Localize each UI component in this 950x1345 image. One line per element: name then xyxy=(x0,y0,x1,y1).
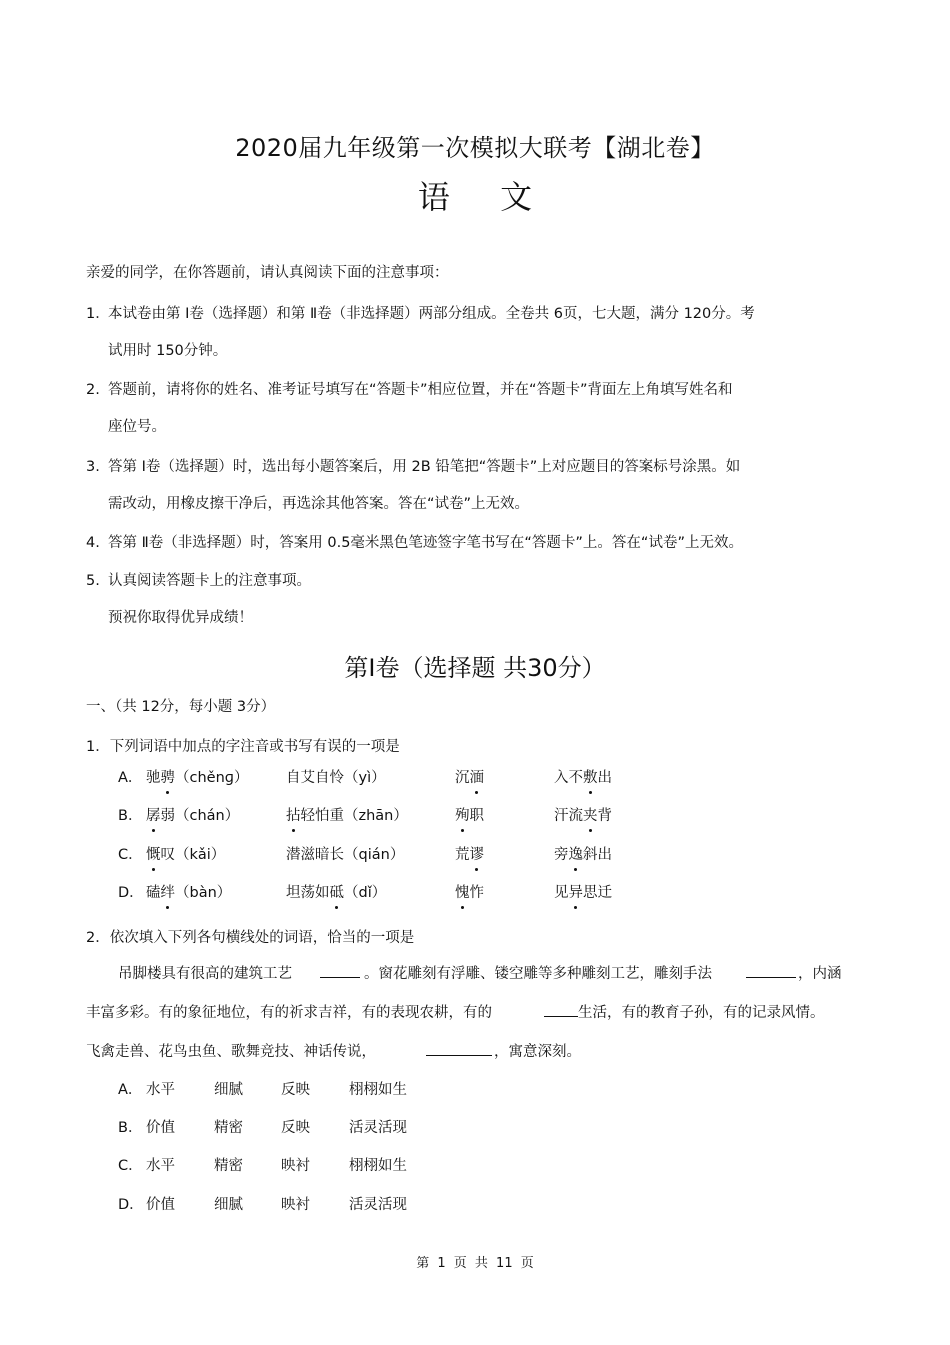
option-label: B． xyxy=(118,808,143,824)
q2-passage-line-3: 飞禽走兽、花鸟虫鱼、歌舞竞技、神话传说， ，寓意深刻。 xyxy=(86,1041,581,1062)
notice-text: 答第 Ⅱ卷（非选择题）时，答案用 0.5毫米黑色笔迹签字笔书写在“答题卡”上。答在“试卷”上无效。 xyxy=(108,535,743,551)
choice-2: 精密 xyxy=(214,1158,243,1174)
q2-option-b xyxy=(118,1118,438,1140)
word-4: 汗流夹背 xyxy=(554,808,612,824)
notice-5 xyxy=(86,571,311,591)
notice-1 xyxy=(86,304,755,324)
intro-text: 亲爱的同学，在你答题前，请认真阅读下面的注意事项： xyxy=(86,265,449,281)
option-label: A． xyxy=(118,1082,143,1098)
option-label: A． xyxy=(118,770,143,786)
choice-3: 反映 xyxy=(281,1120,310,1136)
part-one-heading: 一、（共 12分，每小题 3分） xyxy=(86,699,276,715)
q2-option-d xyxy=(118,1195,438,1217)
answer-blank xyxy=(426,1041,492,1056)
word-1: 驰骋（chěnɡ） xyxy=(146,770,249,786)
word-1: 慨叹（kǎi） xyxy=(146,847,226,863)
choice-2: 细腻 xyxy=(214,1082,243,1098)
q1-option-c xyxy=(118,845,678,867)
answer-blank xyxy=(320,963,360,978)
word-3: 沉湎 xyxy=(455,770,484,786)
question-1-stem: 1．下列词语中加点的字注音或书写有误的一项是 xyxy=(86,739,400,755)
word-3: 愧怍 xyxy=(455,885,484,901)
word-2: 潜滋暗长（qián） xyxy=(286,847,405,863)
choice-1: 价值 xyxy=(146,1120,175,1136)
exam-title: 2020届九年级第一次模拟大联考【湖北卷】 xyxy=(235,134,715,162)
notice-number: 3. xyxy=(86,459,100,475)
notice-3 xyxy=(86,457,740,477)
notice-2-cont: 座位号。 xyxy=(108,419,166,435)
q2-passage-line-1: 吊脚楼具有很高的建筑工艺 。窗花雕刻有浮雕、镂空雕等多种雕刻工艺，雕刻手法 ，内涵 xyxy=(118,963,842,984)
answer-blank xyxy=(544,1002,578,1017)
word-4: 旁逸斜出 xyxy=(554,847,612,863)
question-2-stem: 2．依次填入下列各句横线处的词语，恰当的一项是 xyxy=(86,930,415,946)
answer-blank xyxy=(746,963,796,978)
wish-text: 预祝你取得优异成绩！ xyxy=(108,610,253,626)
option-label: D． xyxy=(118,1197,144,1213)
choice-2: 精密 xyxy=(214,1120,243,1136)
page-footer: 第 1 页 共 11 页 xyxy=(416,1256,534,1271)
q2-option-c xyxy=(118,1156,438,1178)
word-4: 见异思迁 xyxy=(554,885,612,901)
choice-4: 活灵活现 xyxy=(349,1197,407,1213)
q1-option-a xyxy=(118,768,678,790)
notice-text: 答题前，请将你的姓名、准考证号填写在“答题卡”相应位置，并在“答题卡”背面左上角填写姓名和 xyxy=(108,382,733,398)
q1-option-b xyxy=(118,806,678,828)
choice-3: 反映 xyxy=(281,1082,310,1098)
choice-3: 映衬 xyxy=(281,1158,310,1174)
notice-number: 5. xyxy=(86,573,100,589)
q2-passage-line-2: 丰富多彩。有的象征地位，有的祈求吉祥，有的表现农耕，有的 生活，有的教育子孙，有的记录风情。 xyxy=(86,1002,825,1023)
notice-number: 4. xyxy=(86,535,100,551)
option-label: C． xyxy=(118,1158,143,1174)
choice-4: 栩栩如生 xyxy=(349,1082,407,1098)
section-title: 第Ⅰ卷（选择题 共30分） xyxy=(344,654,606,682)
notice-3-cont: 需改动，用橡皮擦干净后，再选涂其他答案。答在“试卷”上无效。 xyxy=(108,496,530,512)
choice-1: 价值 xyxy=(146,1197,175,1213)
word-1: 孱弱（chán） xyxy=(146,808,240,824)
choice-2: 细腻 xyxy=(214,1197,243,1213)
q1-option-d xyxy=(118,883,678,905)
notice-2 xyxy=(86,380,733,400)
choice-4: 活灵活现 xyxy=(349,1120,407,1136)
word-2: 拈轻怕重（zhān） xyxy=(286,808,408,824)
word-3: 荒谬 xyxy=(455,847,484,863)
notice-number: 2. xyxy=(86,382,100,398)
q2-option-a xyxy=(118,1080,438,1102)
notice-text: 答第 Ⅰ卷（选择题）时，选出每小题答案后，用 2B 铅笔把“答题卡”上对应题目的答案标号涂黑。如 xyxy=(108,459,741,475)
word-3: 殉职 xyxy=(455,808,484,824)
option-label: C． xyxy=(118,847,143,863)
choice-1: 水平 xyxy=(146,1082,175,1098)
word-4: 入不敷出 xyxy=(554,770,612,786)
notice-text: 认真阅读答题卡上的注意事项。 xyxy=(108,573,311,589)
choice-1: 水平 xyxy=(146,1158,175,1174)
word-1: 磕绊（bàn） xyxy=(146,885,232,901)
notice-number: 1． xyxy=(86,306,110,322)
choice-3: 映衬 xyxy=(281,1197,310,1213)
notice-text: 本试卷由第 Ⅰ卷（选择题）和第 Ⅱ卷（非选择题）两部分组成。全卷共 6页，七大题，满分 120分。考 xyxy=(108,306,755,322)
choice-4: 栩栩如生 xyxy=(349,1158,407,1174)
option-label: D． xyxy=(118,885,144,901)
subject-title: 语 文 xyxy=(417,178,533,216)
word-2: 自艾自怜（yì） xyxy=(286,770,386,786)
option-label: B． xyxy=(118,1120,143,1136)
word-2: 坦荡如砥（dǐ） xyxy=(286,885,387,901)
notice-4 xyxy=(86,533,743,553)
notice-1-cont: 试用时 150分钟。 xyxy=(108,343,228,359)
